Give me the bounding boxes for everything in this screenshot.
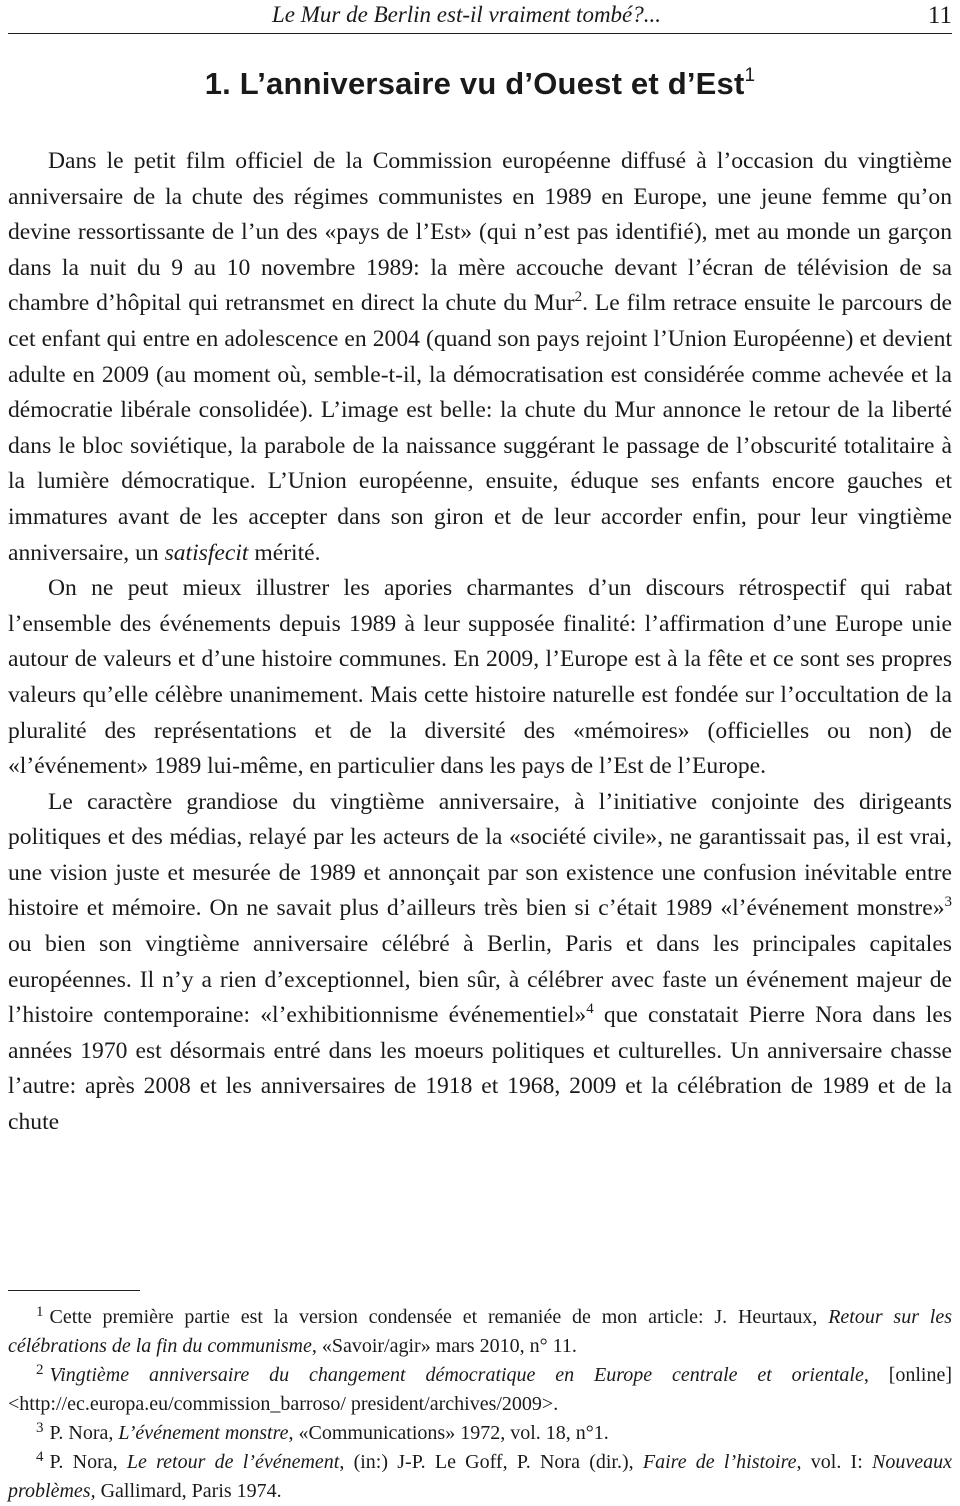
footnote-3 bbox=[8, 1419, 952, 1448]
footnote-2 bbox=[8, 1361, 952, 1419]
footnote-ref-3[interactable]: 3 bbox=[944, 894, 952, 911]
paragraph-3 bbox=[8, 785, 952, 1141]
running-title: Le Mur de Berlin est-il vraiment tombé?... bbox=[272, 2, 662, 27]
footnote-4-number: 4 bbox=[36, 1449, 44, 1465]
footnote-3-number: 3 bbox=[36, 1420, 44, 1436]
footnote-4-part-a: P. Nora, bbox=[49, 1451, 127, 1473]
header-rule bbox=[8, 33, 952, 34]
page-number: 11 bbox=[927, 2, 952, 29]
footnote-ref-4[interactable]: 4 bbox=[586, 1001, 594, 1018]
footnote-4-italic-3: Nouveaux problèmes, bbox=[8, 1451, 952, 1502]
footnote-2-italic: Vingtième anniversaire du changement démocratique en Europe centrale et orientale bbox=[49, 1364, 864, 1386]
footnote-1-part-a: Cette première partie est la version condensée et remaniée de mon article: J. Heurtaux, bbox=[49, 1306, 829, 1328]
footnote-ref-2[interactable]: 2 bbox=[574, 289, 583, 306]
italic-term-satisfecit: satisfecit bbox=[164, 539, 249, 566]
footnote-1 bbox=[8, 1303, 952, 1361]
paragraph-1-part-a: Dans le petit film officiel de la Commission européenne diffusé à l’occasion du vingtième anniversaire de la chute des régimes communistes en 1989 en Europe, une jeune femme qu’on devine ressortissante de l’un des «pays de l’Est» (qui n’est pas identifié), met au monde un garçon dans la nuit du 9 au 10 novembre 1989: la mère accouche devant l’écran de télévision de sa chambre d’hôpital qui retransmet en direct la chute du Mur bbox=[8, 148, 952, 317]
footnote-1-part-b: , «Savoir/agir» mars 2010, n° 11. bbox=[311, 1335, 577, 1357]
footnote-4-italic: Le retour de l’événement bbox=[126, 1451, 340, 1473]
footnote-1-number: 1 bbox=[36, 1304, 44, 1320]
footnote-ref-1[interactable]: 1 bbox=[744, 65, 756, 86]
footnote-2-link-text[interactable]: , [online] <http://ec.europa.eu/commission_barroso/ president/archives/2009>. bbox=[8, 1364, 952, 1415]
footnote-3-italic: L’événement monstre bbox=[118, 1422, 289, 1444]
section-title bbox=[0, 66, 960, 102]
paragraph-3-part-b: ou bien son vingtième anniversaire célébré à Berlin, Paris et dans les principales capitales européennes. Il n’y a rien d’exceptionnel, bien sûr, à célébrer avec faste un événement majeur de l’histoire contemporaine: «l’exhibitionnisme événementiel» bbox=[8, 931, 952, 1029]
footnote-4-part-b: , (in:) J-P. Le Goff, P. Nora (dir.), bbox=[339, 1451, 643, 1473]
footnote-4-part-d: Gallimard, Paris 1974. bbox=[95, 1480, 282, 1502]
footnote-3-part-a: P. Nora, bbox=[49, 1422, 119, 1444]
section-title-text: 1. L’anniversaire vu d’Ouest et d’Est bbox=[204, 66, 745, 101]
body-text bbox=[8, 144, 952, 1141]
footnote-4-part-c: , vol. I: bbox=[796, 1451, 873, 1473]
running-header bbox=[0, 0, 960, 38]
paragraph-1-part-b: . Le film retrace ensuite le parcours de cet enfant qui entre en adolescence en 2004 (quand son pays rejoint l’Union Européenne) et devient adulte en 2009 (au moment où, semble-t-il, la démocratisation est considérée comme achevée et la démocratie libérale consolidée). L’image est belle: la chute du Mur annonce le retour de la liberté dans le bloc soviétique, la parabole de la naissance suggérant le passage de l’obscurité totalitaire à la lumière démocratique. L’Union européenne, ensuite, éduque ses enfants encore gauches et immatures avant de les accepter dans son giron et de leur accorder enfin, pour leur vingtième anniversaire, un bbox=[8, 290, 953, 566]
paragraph-1-part-c: mérité. bbox=[248, 539, 321, 566]
paragraph-3-part-c: que constatait Pierre Nora dans les années 1970 est désormais entré dans les moeurs politiques et culturelles. Un anniversaire chasse l’autre: après 2008 et les anniversaires de 1918 et 1968, 2009 et la célébration de 1989 et de la chute bbox=[8, 1002, 953, 1136]
footnote-4 bbox=[8, 1448, 952, 1506]
footnote-3-part-b: , «Communications» 1972, vol. 18, n°1. bbox=[288, 1422, 609, 1444]
footnote-1-italic: Retour sur les célébrations de la fin du communisme bbox=[8, 1306, 953, 1357]
footnotes bbox=[8, 1303, 952, 1506]
footnote-2-number: 2 bbox=[36, 1362, 44, 1378]
paragraph-1 bbox=[8, 144, 952, 571]
footnote-4-italic-2: Faire de l’histoire bbox=[642, 1451, 797, 1473]
paragraph-3-part-a: Le caractère grandiose du vingtième anniversaire, à l’initiative conjointe des dirigeants politiques et des médias, relayé par les acteurs de la «société civile», ne garantissait pas, il est vrai, une vision juste et mesurée de 1989 et annonçait par son existence une confusion inévitable entre histoire et mémoire. On ne savait plus d’ailleurs très bien si c’était 1989 «l’événement monstre» bbox=[8, 788, 952, 922]
paragraph-2: On ne peut mieux illustrer les apories charmantes d’un discours rétrospectif qui rabat l’ensemble des événements depuis 1989 à leur supposée finalité: l’affirmation d’une Europe unie autour de valeurs et d’une histoire communes. En 2009, l’Europe est à la fête et ce sont ses propres valeurs qu’elle célèbre unanimement. Mais cette histoire naturelle est fondée sur l’occultation de la pluralité des représentations et de la diversité des «mémoires» (officielles ou non) de «l’événement» 1989 lui-même, en particulier dans les pays de l’Est de l’Europe. bbox=[8, 575, 952, 780]
footnote-separator bbox=[8, 1290, 140, 1291]
